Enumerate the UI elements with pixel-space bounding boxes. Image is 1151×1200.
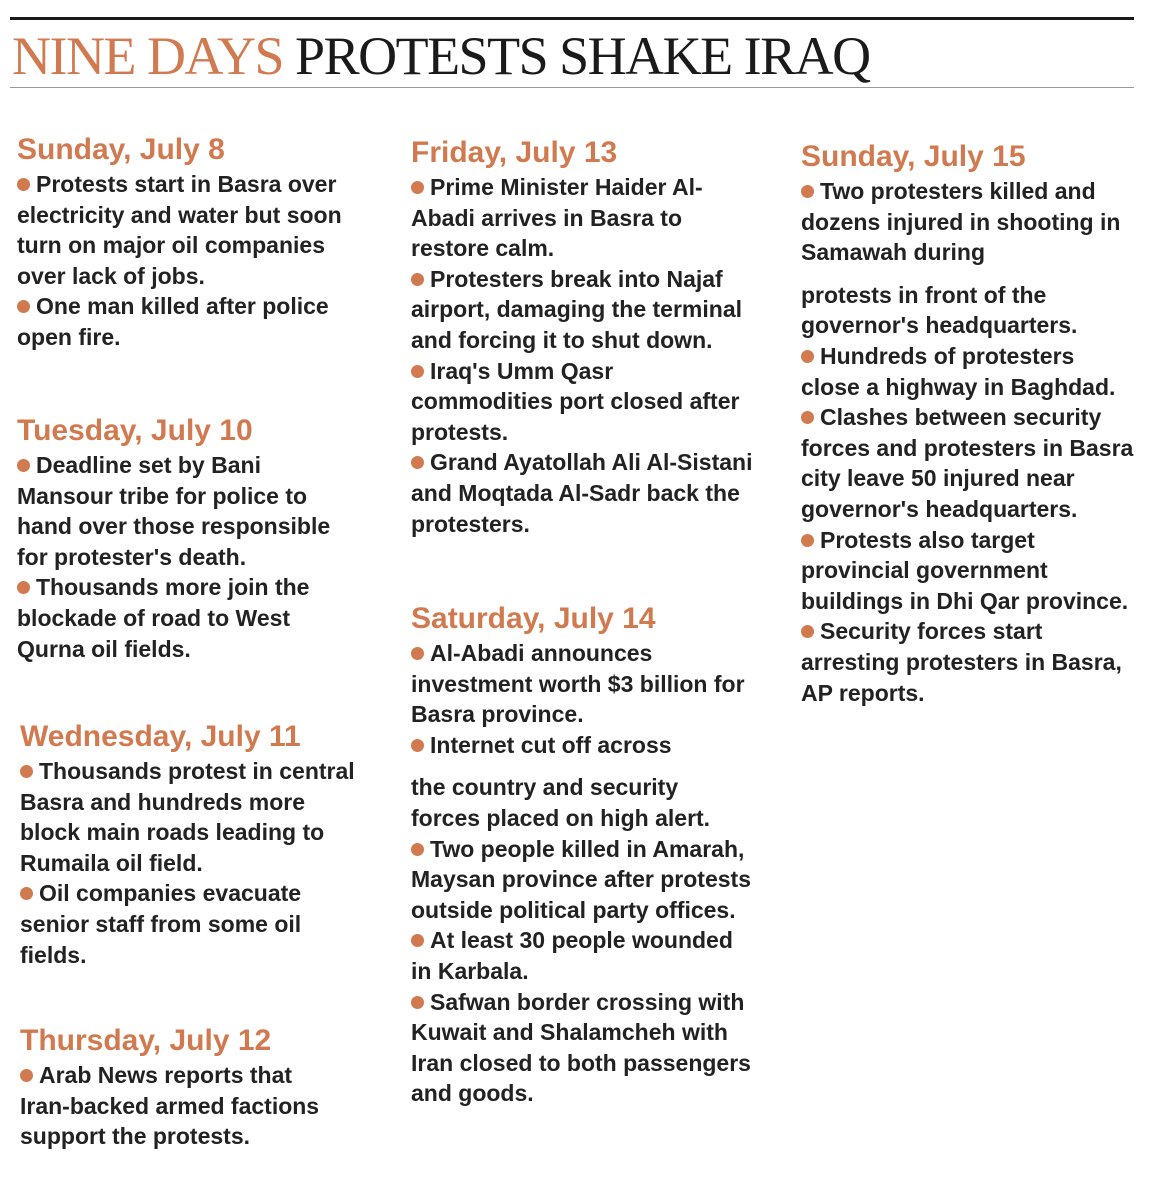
bullet-icon: [801, 625, 814, 638]
bullet-icon: [17, 300, 30, 313]
bullet-icon: [411, 456, 424, 469]
bullet-item: Protests also target provincial government buildings in Dhi Qar province.: [801, 526, 1129, 614]
bullet-icon: [411, 181, 424, 194]
bullet-item: Security forces start arresting protesters in Basra, AP reports.: [801, 618, 1122, 706]
title-accent: NINE DAYS: [12, 26, 284, 86]
bullet-icon: [801, 534, 814, 547]
bullet-icon: [20, 1069, 33, 1082]
bullet-item: Hundreds of protesters close a highway in Baghdad.: [801, 342, 1116, 400]
bullet-icon: [801, 185, 814, 198]
bullet-item: Oil companies evacuate senior staff from some oil fields.: [20, 880, 302, 968]
bullet-item: Clashes between security forces and protesters in Basra city leave 50 injured near governor's headquarters.: [801, 404, 1134, 522]
bullet-icon: [801, 350, 814, 363]
day-heading: Tuesday, July 10: [17, 414, 253, 447]
title-rule: [10, 87, 1134, 88]
bullet-icon: [411, 647, 424, 660]
bullet-item: One man killed after police open fire.: [17, 293, 329, 350]
bullet-icon: [411, 273, 424, 286]
bullet-icon: [411, 934, 424, 947]
day-section-july-8: [17, 133, 362, 353]
bullet-item: Thousands more join the blockade of road to West Qurna oil fields.: [17, 574, 310, 662]
day-heading: Friday, July 13: [411, 136, 618, 169]
day-heading: Sunday, July 15: [801, 140, 1026, 173]
day-heading: Thursday, July 12: [20, 1024, 272, 1057]
bullet-item: Safwan border crossing with Kuwait and Shalamcheh with Iran closed to both passengers and goods.: [411, 988, 751, 1107]
bullet-continuation: protests in front of the governor's headquarters.: [801, 281, 1078, 339]
bullet-icon: [411, 996, 424, 1009]
bullet-item: Thousands protest in central Basra and hundreds more block main roads leading to Rumaila oil field.: [20, 758, 355, 876]
bullet-item: Protests start in Basra over electricity and water but soon turn on major oil companies over lack of jobs.: [17, 171, 342, 289]
day-heading: Sunday, July 8: [17, 133, 225, 166]
bullet-item: Deadline set by Bani Mansour tribe for police to hand over those responsible for protester's death.: [17, 452, 331, 570]
bullet-icon: [17, 459, 30, 472]
day-heading: Saturday, July 14: [411, 602, 656, 635]
day-section-july-13: [411, 136, 756, 539]
bullet-icon: [411, 843, 424, 856]
title-rest: PROTESTS SHAKE IRAQ: [295, 26, 870, 86]
bullet-item: Two people killed in Amarah, Maysan province after protests outside political party offices.: [411, 835, 752, 923]
bullet-item: Grand Ayatollah Ali Al-Sistani and Moqtada Al-Sadr back the protesters.: [411, 449, 753, 537]
day-section-july-15: [801, 140, 1136, 708]
bullet-icon: [17, 581, 30, 594]
bullet-item: Al-Abadi announces investment worth $3 billion for Basra province.: [411, 640, 745, 728]
bullet-icon: [17, 178, 30, 191]
bullet-item: Arab News reports that Iran-backed armed factions support the protests.: [20, 1062, 320, 1150]
bullet-item: Two protesters killed and dozens injured in shooting in Samawah during: [801, 178, 1121, 266]
bullet-icon: [20, 887, 33, 900]
bullet-icon: [20, 765, 33, 778]
day-section-july-10: [17, 414, 362, 664]
day-heading: Wednesday, July 11: [20, 720, 301, 753]
bullet-icon: [411, 739, 424, 752]
day-section-july-11: [20, 720, 355, 970]
day-section-july-12: [20, 1024, 330, 1152]
bullet-continuation: the country and security forces placed on high alert.: [411, 774, 711, 831]
bullet-item: Prime Minister Haider Al-Abadi arrives in Basra to restore calm.: [411, 174, 703, 262]
bullet-item: At least 30 people wounded in Karbala.: [411, 927, 733, 984]
bullet-item: Iraq's Umm Qasr commodities port closed after protests.: [411, 357, 740, 445]
day-section-july-14: [411, 602, 751, 1109]
top-rule: [10, 17, 1134, 20]
bullet-item: Internet cut off across: [411, 730, 751, 761]
bullet-item: Protesters break into Najaf airport, damaging the terminal and forcing it to shut down.: [411, 265, 742, 353]
bullet-icon: [411, 365, 424, 378]
page-title: [12, 26, 870, 86]
bullet-icon: [801, 411, 814, 424]
